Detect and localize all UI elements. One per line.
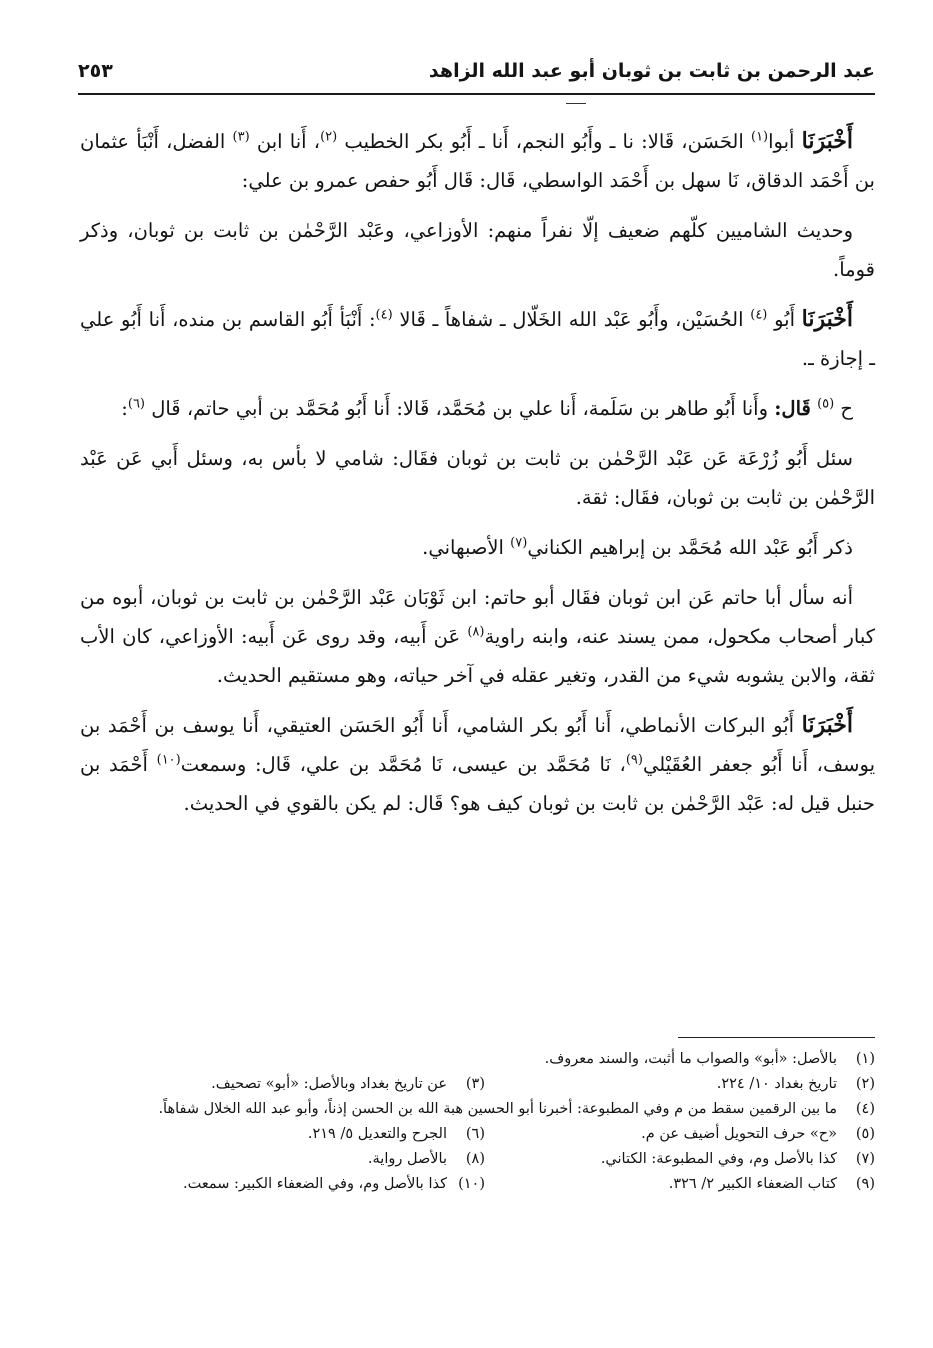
footnote-number: (١) xyxy=(855,1051,875,1067)
text-run: الحُسَيْن، وأَبُو عَبْد الله الخَلّال ـ شفاهاً ـ قَالا xyxy=(392,308,751,331)
footnote-marker: (٧) xyxy=(510,535,528,551)
footnote-marker: (٩) xyxy=(625,752,643,768)
paragraph-lead-word: أَخْبَرَنَا xyxy=(801,712,853,738)
footnotes xyxy=(80,1047,875,1197)
header-rule xyxy=(78,93,875,95)
text-run: أَبُو xyxy=(767,308,802,331)
footnote-marker: (٦) xyxy=(127,396,145,412)
footnote-text: تاريخ بغداد ١٠/ ٢٢٤. xyxy=(716,1076,837,1092)
main-text xyxy=(80,122,875,834)
footnote-row xyxy=(80,1147,875,1172)
footnote-row xyxy=(80,1122,875,1147)
footnote xyxy=(485,1147,875,1172)
footnote xyxy=(80,1097,875,1122)
text-run: أبوا xyxy=(768,130,802,153)
footnote-marker: (٢) xyxy=(320,129,338,145)
footnote-number: (٨) xyxy=(465,1151,485,1167)
footnote-number: (٢) xyxy=(855,1076,875,1092)
footnote-marker: (٥) xyxy=(817,396,835,412)
text-run: ذكر أَبُو عَبْد الله مُحَمَّد بن إبراهيم الكناني xyxy=(527,536,853,559)
footnote xyxy=(80,1047,875,1072)
footnote xyxy=(80,1147,485,1172)
paragraph xyxy=(80,389,875,428)
header-mark xyxy=(566,103,586,104)
footnote-marker: (٤) xyxy=(375,307,393,323)
footnote-number: (٩) xyxy=(855,1176,875,1192)
text-run: ، نَا مُحَمَّد بن عيسى، نَا مُحَمَّد بن علي، قَال: وسمعت xyxy=(180,753,626,776)
text-run: ح xyxy=(834,397,853,420)
footnote-marker: (١) xyxy=(750,129,769,145)
footnote-text: كذا بالأصل وم، وفي الضعفاء الكبير: سمعت. xyxy=(183,1176,447,1192)
paragraph xyxy=(80,122,875,200)
paragraph xyxy=(80,211,875,289)
footnote-text: بالأصل: «أبو» والصواب ما أثبت، والسند معروف. xyxy=(544,1051,837,1067)
text-run: أنه سأل أبا حاتم عَن ابن ثوبان فقَال أبو حاتم: ابن ثَوْبَان عَبْد الرَّحْمٰن بن ثابت بن ثوبان، أبوه من كبار أصحاب مكحول، ممن يسند عنه، وابنه راوية xyxy=(80,586,875,648)
footnote-number: (٤) xyxy=(855,1101,875,1117)
footnote-text: «ح» حرف التحويل أضيف عن م. xyxy=(641,1126,837,1142)
footnote-marker: (٣) xyxy=(232,129,250,145)
footnote-number: (٣) xyxy=(465,1076,485,1092)
footnote-number: (٥) xyxy=(855,1126,875,1142)
paragraph xyxy=(80,706,875,823)
paragraph xyxy=(80,578,875,695)
text-run: أَبُو البركات الأنماطي، أَنا أَبُو بكر الشامي، أَنا أَبُو الحَسَن العتيقي، أَنا يوسف بن أَحْمَد بن يوسف، أَنا أَبُو جعفر العُقَيْلي xyxy=(80,714,875,776)
text-run: ، أَنا ابن xyxy=(249,130,321,153)
footnote xyxy=(80,1122,485,1147)
footnote-number: (٧) xyxy=(855,1151,875,1167)
footnote-number: (١٠) xyxy=(458,1176,485,1192)
text-run: الحَسَن، قَالا: نا ـ وأَبُو النجم، أَنا ـ أَبُو بكر الخطيب xyxy=(337,130,751,153)
footnote-row xyxy=(80,1047,875,1072)
footnote-rule xyxy=(678,1037,875,1038)
footnote xyxy=(80,1072,485,1097)
footnote xyxy=(80,1172,485,1197)
footnote-text: بالأصل رواية. xyxy=(367,1151,447,1167)
footnote-text: كتاب الضعفاء الكبير ٢/ ٣٢٦. xyxy=(668,1176,837,1192)
text-run: : أَنْبَأ أَبُو القاسم بن منده، أَنا أَبُو علي ـ إجازة ـ. xyxy=(80,308,875,370)
text-run: : xyxy=(121,397,128,420)
footnote-row xyxy=(80,1172,875,1197)
text-run: عَن أَبيه، وقد روى عَن أَبيه: الأوزاعي، كان الأب ثقة، والابن يشوبه شيء من القدر، وتغير عقله في آخر حياته، وهو مستقيم الحديث. xyxy=(80,625,875,687)
running-title: عبد الرحمن بن ثابت بن ثوبان أبو عبد الله الزاهد xyxy=(428,60,875,82)
footnote xyxy=(485,1122,875,1147)
footnote-marker: (١٠) xyxy=(156,752,181,768)
footnote-text: كذا بالأصل وم، وفي المطبوعة: الكتاني. xyxy=(600,1151,837,1167)
paragraph xyxy=(80,528,875,567)
footnote-text: ما بين الرقمين سقط من م وفي المطبوعة: أخبرنا أبو الحسين هبة الله بن الحسن إذناً، وأبو عبد الله الخلال شفاهاً. xyxy=(158,1101,837,1117)
text-run: الأصبهاني. xyxy=(422,536,511,559)
footnote-number: (٦) xyxy=(465,1126,485,1142)
page-header xyxy=(78,56,875,92)
paragraph xyxy=(80,439,875,517)
text-run: سئل أَبُو زُرْعَة عَن عَبْد الرَّحْمٰن بن ثابت بن ثوبان فقَال: شامي لا بأس به، وسئل أَبي عَن عَبْد الرَّحْمٰن بن ثابت بن ثوبان، فقَال: ثقة. xyxy=(80,447,875,509)
text-run: أَحْمَد بن حنبل قيل له: عَبْد الرَّحْمٰن بن ثابت بن ثوبان كيف هو؟ قَال: لم يكن بالقوي في الحديث. xyxy=(80,753,875,815)
footnote-marker: (٨) xyxy=(467,624,485,640)
paragraph xyxy=(80,300,875,378)
footnote xyxy=(485,1072,875,1097)
text-run: وحديث الشاميين كلّهم ضعيف إلّا نفراً منهم: الأوزاعي، وعَبْد الرَّحْمٰن بن ثابت بن ثوبان، وذكر قوماً. xyxy=(80,219,875,281)
paragraph-lead-word: أَخْبَرَنَا xyxy=(801,306,853,332)
footnote-text: الجرح والتعديل ٥/ ٢١٩. xyxy=(307,1126,447,1142)
text-run: الفضل، أَنْبَأ عثمان بن أَحْمَد الدقاق، نَا سهل بن أَحْمَد الواسطي، قَال: قَال أَبُو حفص عمرو بن علي: xyxy=(80,130,875,192)
bold-text: قَال: xyxy=(774,397,811,420)
page-number: ٢٥٣ xyxy=(78,60,113,82)
footnote-row xyxy=(80,1072,875,1097)
footnote xyxy=(485,1172,875,1197)
footnote-row xyxy=(80,1097,875,1122)
footnote-marker: (٤) xyxy=(750,307,768,323)
text-run: وأَنا أَبُو طاهر بن سَلَمة، أَنا علي بن مُحَمَّد، قَالا: أَنا أَبُو مُحَمَّد بن أبي حاتم، قَال xyxy=(145,397,775,420)
footnote-text: عن تاريخ بغداد وبالأصل: «أبو» تصحيف. xyxy=(211,1076,447,1092)
paragraph-lead-word: أَخْبَرَنَا xyxy=(801,128,853,154)
